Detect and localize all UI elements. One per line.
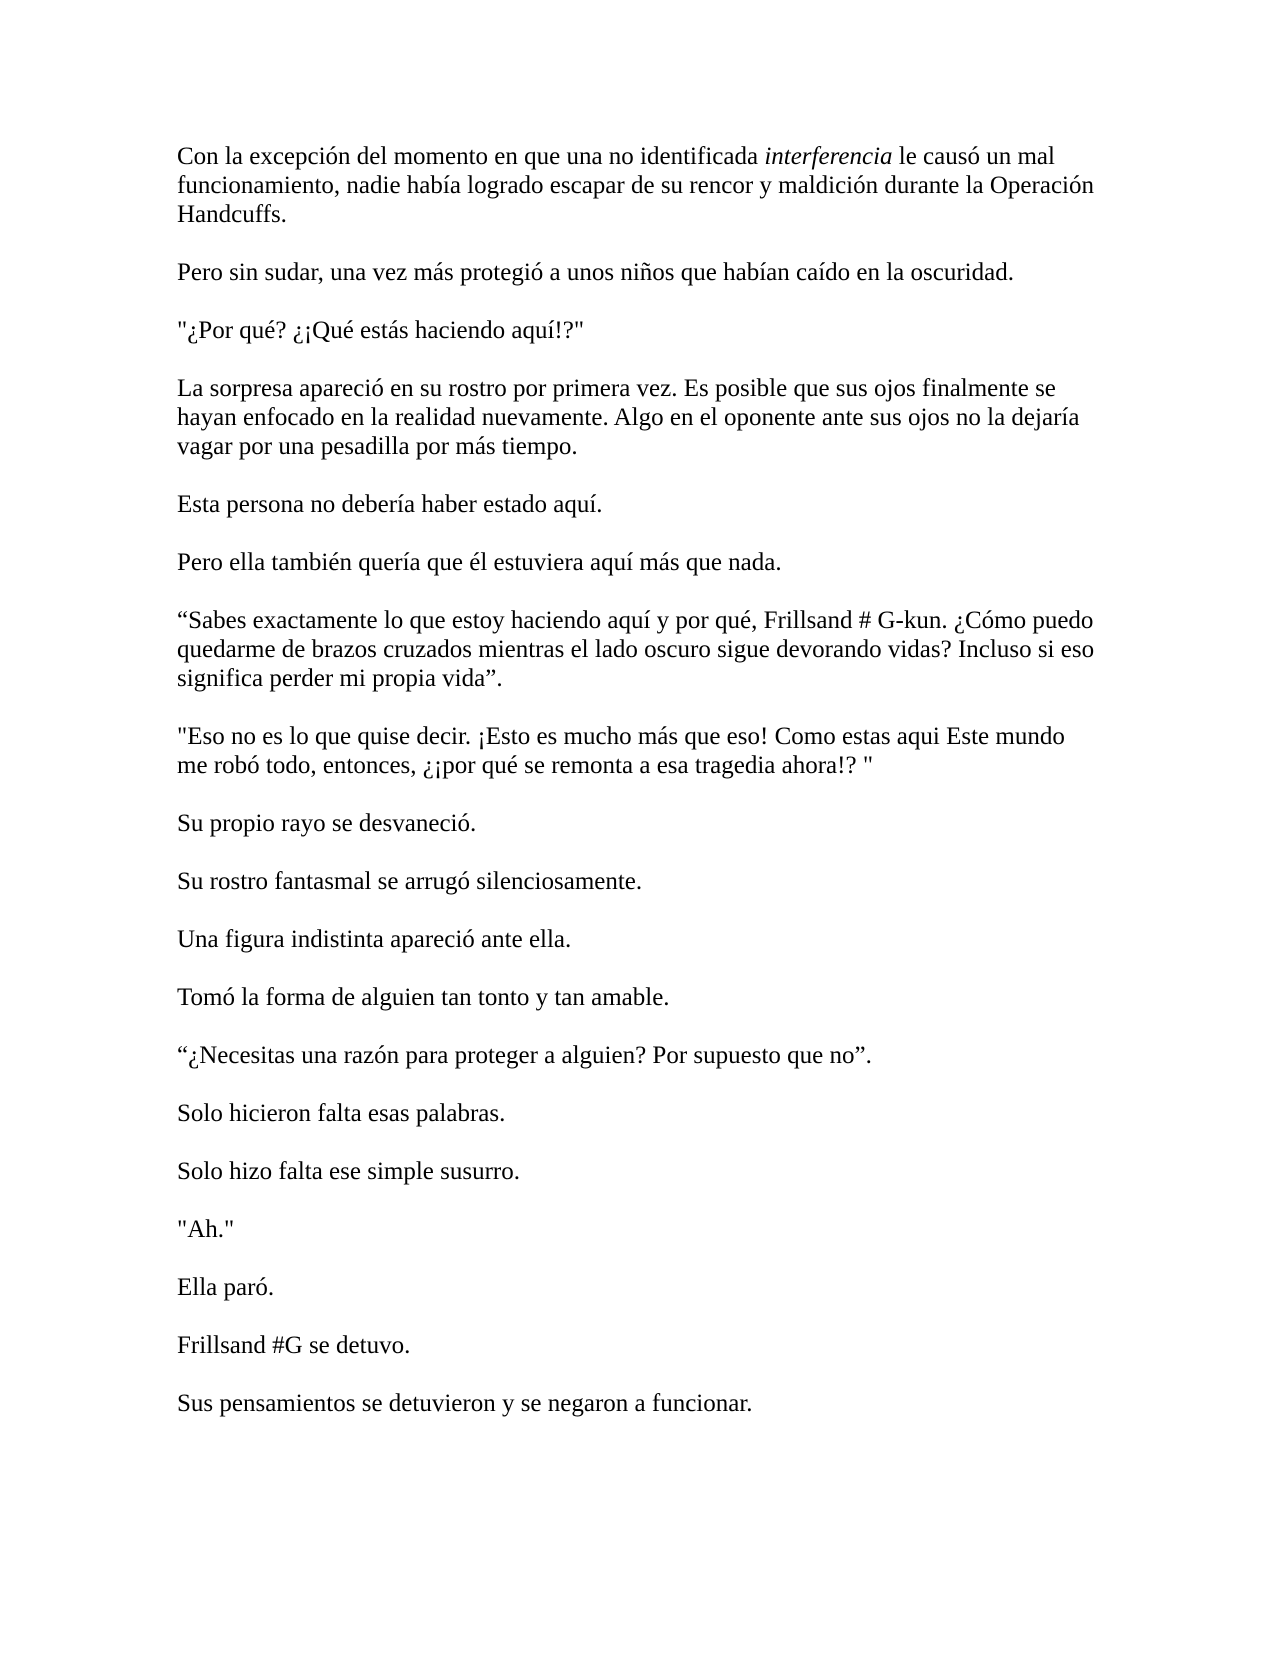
paragraph: [177, 809, 1112, 838]
text-segment: Tomó la forma de alguien tan tonto y tan amable.: [177, 984, 670, 1011]
text-line: [177, 664, 1112, 693]
text-line: [177, 200, 1112, 229]
text-segment: "Eso no es lo que quise decir. ¡Esto es mucho más que eso! Como estas aqui Este mundo: [177, 723, 1065, 750]
paragraph: [177, 258, 1112, 287]
text-segment: funcionamiento, nadie había logrado escapar de su rencor y maldición durante la Operación: [177, 172, 1094, 199]
paragraph: [177, 316, 1112, 345]
text-line: [177, 1273, 1112, 1302]
paragraph: [177, 1215, 1112, 1244]
text-line: [177, 1041, 1112, 1070]
text-segment: Solo hicieron falta esas palabras.: [177, 1100, 506, 1127]
paragraph: [177, 1273, 1112, 1302]
text-line: [177, 722, 1112, 751]
paragraph: [177, 490, 1112, 519]
paragraph: [177, 374, 1112, 461]
text-segment: “Sabes exactamente lo que estoy haciendo aquí y por qué, Frillsand # G-kun. ¿Cómo puedo: [177, 607, 1094, 634]
paragraph: [177, 548, 1112, 577]
text-line: [177, 1331, 1112, 1360]
text-line: [177, 258, 1112, 287]
text-line: [177, 142, 1112, 171]
text-line: [177, 809, 1112, 838]
paragraph: [177, 722, 1112, 780]
text-segment: le causó un mal: [892, 143, 1055, 170]
text-segment: Ella paró.: [177, 1274, 275, 1301]
paragraph: [177, 1157, 1112, 1186]
paragraph: [177, 606, 1112, 693]
text-segment: vagar por una pesadilla por más tiempo.: [177, 433, 578, 460]
text-segment: La sorpresa apareció en su rostro por primera vez. Es posible que sus ojos finalmente se: [177, 375, 1056, 402]
text-line: [177, 490, 1112, 519]
text-line: [177, 925, 1112, 954]
text-line: [177, 316, 1112, 345]
text-line: [177, 403, 1112, 432]
text-segment: Pero ella también quería que él estuviera aquí más que nada.: [177, 549, 782, 576]
text-segment: significa perder mi propia vida”.: [177, 665, 503, 692]
paragraph: [177, 867, 1112, 896]
text-segment: me robó todo, entonces, ¿¡por qué se remonta a esa tragedia ahora!? ": [177, 752, 874, 779]
paragraph: [177, 1389, 1112, 1418]
text-line: [177, 374, 1112, 403]
text-line: [177, 606, 1112, 635]
text-line: [177, 548, 1112, 577]
paragraph: [177, 1331, 1112, 1360]
text-line: [177, 1157, 1112, 1186]
paragraph: [177, 983, 1112, 1012]
text-line: [177, 171, 1112, 200]
paragraph: [177, 142, 1112, 229]
italic-text-segment: interferencia: [764, 143, 893, 170]
paragraph: [177, 925, 1112, 954]
text-line: [177, 751, 1112, 780]
text-line: [177, 432, 1112, 461]
text-line: [177, 867, 1112, 896]
text-segment: Su rostro fantasmal se arrugó silenciosamente.: [177, 868, 643, 895]
text-segment: Su propio rayo se desvaneció.: [177, 810, 477, 837]
text-segment: Esta persona no debería haber estado aquí.: [177, 491, 603, 518]
paragraph: [177, 1099, 1112, 1128]
text-content: [177, 142, 1112, 1447]
text-segment: quedarme de brazos cruzados mientras el lado oscuro sigue devorando vidas? Incluso si eso: [177, 636, 1095, 663]
text-segment: “¿Necesitas una razón para proteger a alguien? Por supuesto que no”.: [177, 1042, 872, 1069]
text-segment: "¿Por qué? ¿¡Qué estás haciendo aquí!?": [177, 317, 585, 344]
text-line: [177, 1389, 1112, 1418]
text-segment: Con la excepción del momento en que una no identificada: [177, 143, 765, 170]
text-line: [177, 983, 1112, 1012]
text-segment: "Ah.": [177, 1216, 235, 1243]
text-segment: Solo hizo falta ese simple susurro.: [177, 1158, 520, 1185]
text-segment: hayan enfocado en la realidad nuevamente. Algo en el oponente ante sus ojos no la dejaría: [177, 404, 1080, 431]
text-segment: Una figura indistinta apareció ante ella.: [177, 926, 572, 953]
paragraph: [177, 1041, 1112, 1070]
text-line: [177, 635, 1112, 664]
text-segment: Frillsand #G se detuvo.: [177, 1332, 411, 1359]
text-segment: Sus pensamientos se detuvieron y se negaron a funcionar.: [177, 1390, 753, 1417]
text-line: [177, 1099, 1112, 1128]
text-segment: Pero sin sudar, una vez más protegió a unos niños que habían caído en la oscuridad.: [177, 259, 1014, 286]
text-line: [177, 1215, 1112, 1244]
text-segment: Handcuffs.: [177, 201, 287, 228]
